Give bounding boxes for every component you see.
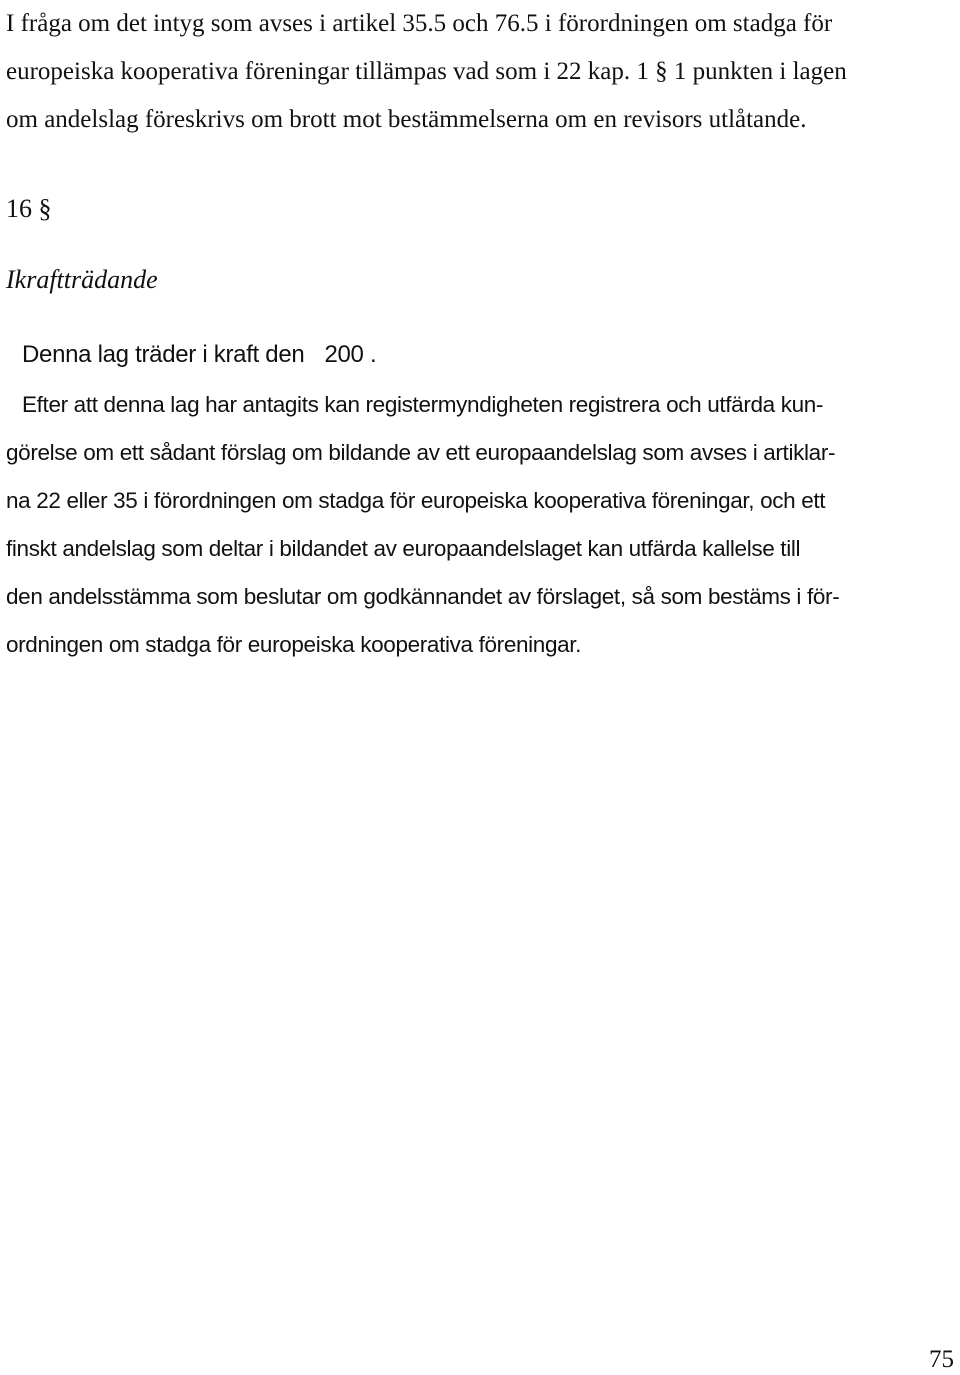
section-number: 16 § [6,194,52,223]
transitional-paragraph [6,381,956,669]
body-line: na 22 eller 35 i förordningen om stadga för europeiska kooperativa föreningar, och ett [6,488,826,513]
body-line: görelse om ett sådant förslag om bildande av ett europaandelslag som avses i artiklar- [6,440,836,465]
body-line: ordningen om stadga för europeiska kooperativa föreningar. [6,632,582,657]
section-title: Ikraftträdande [6,265,158,294]
intro-line: I fråga om det intyg som avses i artikel 35.5 och 76.5 i förordningen om stadga för [6,10,833,37]
intro-line: europeiska kooperativa föreningar tillämpas vad som i 22 kap. 1 § 1 punkten i lagen [6,58,847,85]
page-number: 75 [929,1346,954,1373]
intro-line: om andelslag föreskrivs om brott mot bestämmelserna om en revisors utlåtande. [6,106,807,133]
enactment-year: 200 . [324,341,377,368]
body-line: Efter att denna lag har antagits kan registermyndigheten registrera och utfärda kun- [22,392,824,417]
body-line: finskt andelslag som deltar i bildandet av europaandelslaget kan utfärda kallelse till [6,536,801,561]
body-line: den andelsstämma som beslutar om godkännandet av förslaget, så som bestäms i för- [6,584,840,609]
enactment-line [22,335,376,375]
enactment-text: Denna lag träder i kraft den [22,341,305,368]
intro-paragraph [6,0,956,144]
